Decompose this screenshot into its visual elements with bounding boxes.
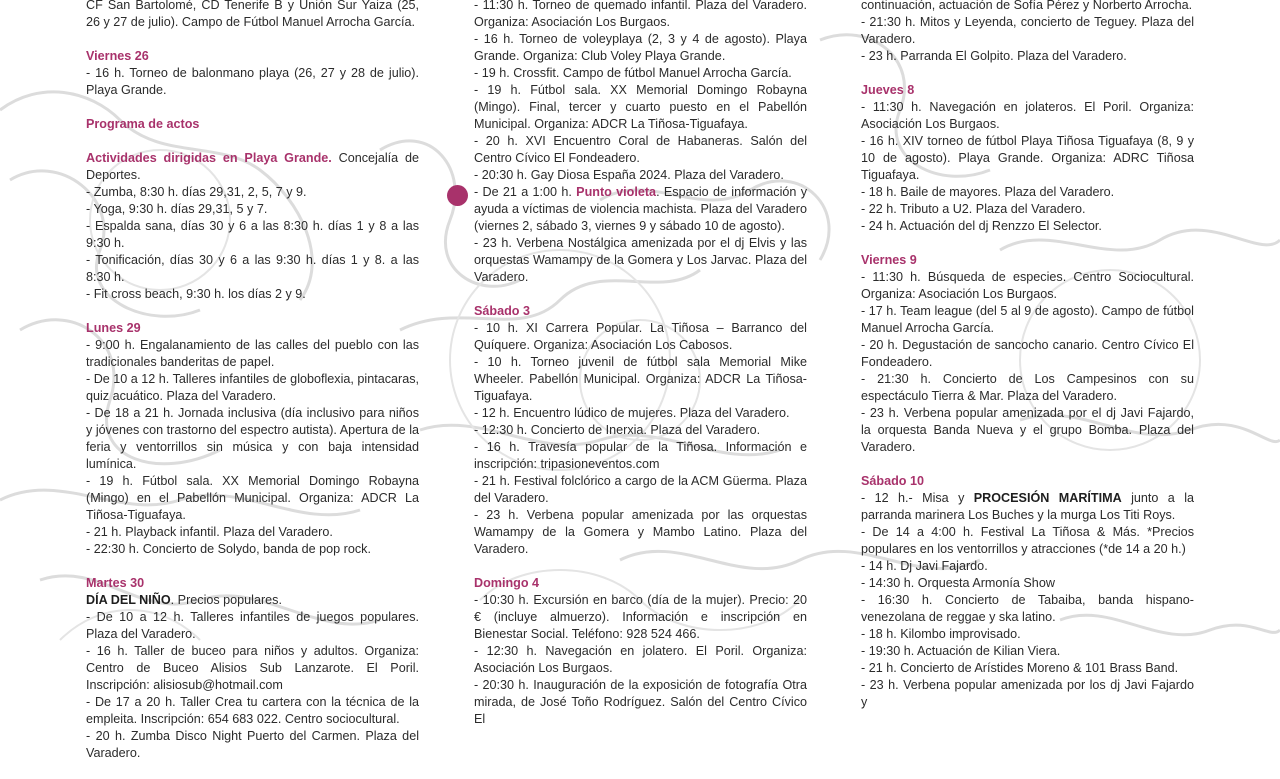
list-item: - 21 h. Festival folclórico a cargo de la ACM Güerma. Plaza del Varadero. (474, 474, 807, 505)
list-item: - 22 h. Tributo a U2. Plaza del Varadero. (861, 202, 1086, 216)
day-jueves-8 (861, 82, 1194, 235)
list-item: - 20:30 h. Inauguración de la exposición de fotografía Otra mirada, de José Toño Rodríguez. Salón del Centro Cívico El (474, 678, 807, 726)
list-item: - 23 h. Verbena Nostálgica amenizada por el dj Elvis y las orquestas Wamampy de la Gomera y Los Jarvac. Plaza del Varadero. (474, 236, 807, 284)
day-viernes-26 (86, 48, 419, 99)
list-item: - 10 h. Torneo juvenil de fútbol sala Memorial Mike Wheeler. Pabellón Municipal. Organiza: ADCR La Tiñosa-Tiguafaya. (474, 355, 807, 403)
list-item: - 21 h. Playback infantil. Plaza del Varadero. (86, 525, 333, 539)
day-title: Viernes 26 (86, 49, 149, 63)
day-sabado-10 (861, 473, 1194, 711)
list-item: - 10:30 h. Excursión en barco (día de la mujer). Precio: 20 € (incluye almuerzo). Información e inscripción en Bienestar Social. Teléfono: 928 524 466. (474, 593, 807, 641)
list-item: - 12 h. Encuentro lúdico de mujeres. Plaza del Varadero. (474, 406, 790, 420)
dia-del-nino-highlight: DÍA DEL NIÑO (86, 593, 171, 607)
day-title: Viernes 9 (861, 253, 917, 267)
actividades-title: Actividades dirigidas en Playa Grande. (86, 151, 332, 165)
list-item: - De 17 a 20 h. Taller Crea tu cartera con la técnica de la empleita. Inscripción: 654 683 022. Centro sociocultural. (86, 695, 419, 726)
list-item: - De 10 a 12 h. Talleres infantiles de globoflexia, pintacaras, quiz acuático. Plaza del Varadero. (86, 372, 420, 403)
procesion-maritima-highlight: PROCESIÓN MARÍTIMA (973, 491, 1122, 505)
list-item: - Tonificación, días 30 y 6 a las 9:30 h. días 1 y 8. a las 8:30 h. (86, 253, 419, 284)
list-item: - 11:30 h. Búsqueda de especies. Centro Sociocultural. Organiza: Asociación Los Burgaos. (861, 270, 1194, 301)
list-item: - Zumba, 8:30 h. días 29,31, 2, 5, 7 y 9. (86, 185, 307, 199)
list-item: - Yoga, 9:30 h. días 29,31, 5 y 7. (86, 202, 268, 216)
list-item: - 18 h. Kilombo improvisado. (861, 627, 1021, 641)
day-title: Sábado 10 (861, 474, 924, 488)
list-item: - De 14 a 4:00 h. Festival La Tiñosa & Más. *Precios populares en los ventorrillos y atracciones (*de 14 a 20 h.) (861, 525, 1194, 556)
list-item: - 20 h. XVI Encuentro Coral de Habaneras. Salón del Centro Cívico El Fondeadero. (474, 134, 807, 165)
actividades-header (86, 150, 419, 184)
punto-suffix: . Espacio de información y ayuda a víctimas de violencia machista. Plaza del Varadero (viernes 2, sábado 3, viernes 9 y sábado 10 de agosto). (474, 185, 807, 233)
list-item: - 23 h. Parranda El Golpito. Plaza del Varadero. (861, 49, 1127, 63)
intro-block (474, 0, 807, 286)
day-viernes-9 (861, 252, 1194, 456)
list-item: continuación, actuación de Sofía Pérez y Norberto Arrocha. (861, 0, 1193, 12)
day-title: Jueves 8 (861, 83, 915, 97)
list-item: - 11:30 h. Torneo de quemado infantil. Plaza del Varadero. Organiza: Asociación Los Burgaos. (474, 0, 807, 29)
day-title: Lunes 29 (86, 321, 141, 335)
list-item: - 12:30 h. Concierto de Inerxia. Plaza del Varadero. (474, 423, 761, 437)
column-1 (86, 0, 419, 779)
list-item: - 12:30 h. Navegación en jolatero. El Poril. Organiza: Asociación Los Burgaos. (474, 644, 807, 675)
section-title: Programa de actos (86, 117, 200, 131)
list-item: - 10 h. XI Carrera Popular. La Tiñosa – Barranco del Quíquere. Organiza: Asociación Los Cabosos. (474, 321, 807, 352)
day-martes-30 (86, 575, 419, 762)
day-lunes-29 (86, 320, 419, 558)
punto-violeta-marker (447, 185, 468, 206)
list-item: - 14 h. Dj Javi Fajardo. (861, 559, 988, 573)
day-title: Sábado 3 (474, 304, 530, 318)
list-item: - 22:30 h. Concierto de Solydo, banda de pop rock. (86, 542, 371, 556)
list-item: - 20 h. Zumba Disco Night Puerto del Carmen. Plaza del Varadero. (86, 729, 419, 760)
list-item: - 19 h. Fútbol sala. XX Memorial Domingo Robayna (Mingo) en el Pabellón Municipal. Organiza: ADCR La Tiñosa-Tiguafaya. (86, 474, 419, 522)
highlight-suffix: . Precios populares. (170, 593, 282, 607)
day-title: Domingo 4 (474, 576, 540, 590)
list-item: - Espalda sana, días 30 y 6 a las 8:30 h. días 1 y 8 a las 9:30 h. (86, 219, 419, 250)
list-item: - 21:30 h. Concierto de Los Campesinos con su espectáculo Tierra & Mar. Plaza del Varadero. (861, 372, 1194, 403)
list-item: - 19 h. Crossfit. Campo de fútbol Manuel Arrocha García. (474, 66, 792, 80)
list-item: - 16 h. XIV torneo de fútbol Playa Tiñosa Tiguafaya (8, 9 y 10 de agosto). Playa Grande. Organiza: ADRC Tiñosa Tiguafaya. (861, 134, 1194, 182)
intro-block (861, 0, 1194, 65)
list-item: - De 10 a 12 h. Talleres infantiles de juegos populares. Plaza del Varadero. (86, 610, 419, 641)
actividades-block (86, 150, 419, 303)
list-item: - 16 h. Travesía popular de la Tiñosa. Información e inscripción: tripasioneventos.com (474, 440, 807, 471)
list-item: - 18 h. Baile de mayores. Plaza del Varadero. (861, 185, 1115, 199)
list-item: - 23 h. Verbena popular amenizada por los dj Javi Fajardo y (861, 678, 1194, 709)
list-item: - 16 h. Taller de buceo para niños y adultos. Organiza: Centro de Buceo Alisios Sub Lanzarote. El Poril. Inscripción: alisiosub@hotmail.com (86, 644, 419, 692)
list-item: - 11:30 h. Navegación en jolateros. El Poril. Organiza: Asociación Los Burgaos. (861, 100, 1194, 131)
list-item: CF San Bartolomé, CD Tenerife B y Unión Sur Yaiza (25, 26 y 27 de julio). Campo de Fútbol Manuel Arrocha García. (86, 0, 419, 29)
list-item: - 21 h. Concierto de Arístides Moreno & 101 Brass Band. (861, 661, 1179, 675)
list-item: - 19:30 h. Actuación de Kilian Viera. (861, 644, 1061, 658)
list-item: - 20:30 h. Gay Diosa España 2024. Plaza del Varadero. (474, 168, 784, 182)
punto-prefix: - De 21 a 1:00 h. (474, 185, 577, 199)
punto-violeta-item (474, 184, 807, 235)
list-item: - De 18 a 21 h. Jornada inclusiva (día inclusivo para niños y jóvenes con trastorno del espectro autista). Apertura de la feria y ventorrillos sin música y con baja intensidad lumínica. (86, 406, 419, 471)
day-domingo-4 (474, 575, 807, 728)
list-item: - 19 h. Fútbol sala. XX Memorial Domingo Robayna (Mingo). Final, tercer y cuarto puesto en el Pabellón Municipal. Organiza: ADCR La Tiñosa-Tiguafaya. (474, 83, 807, 131)
list-item: - 17 h. Team league (del 5 al 9 de agosto). Campo de fútbol Manuel Arrocha García. (861, 304, 1194, 335)
day-title: Martes 30 (86, 576, 145, 590)
list-item: - 9:00 h. Engalanamiento de las calles del pueblo con las tradicionales banderitas de papel. (86, 338, 419, 369)
list-item: - 14:30 h. Orquesta Armonía Show (861, 576, 1055, 590)
procesion-prefix: - 12 h.- Misa y (861, 491, 974, 505)
procesion-suffix: junto a la parranda marinera Los Buches y la murga Los Titi Roys. (861, 491, 1195, 522)
list-item: - 16:30 h. Concierto de Tabaiba, banda hispano-venezolana de reggae y ska latino. (861, 593, 1194, 624)
list-item: - 24 h. Actuación del dj Renzzo El Selector. (861, 219, 1102, 233)
column-3 (861, 0, 1194, 728)
programa-section (86, 116, 419, 133)
list-item: - 16 h. Torneo de voleyplaya (2, 3 y 4 de agosto). Playa Grande. Organiza: Club Voley Playa Grande. (474, 32, 807, 63)
day-sabado-3 (474, 303, 807, 558)
list-item: - 21:30 h. Mitos y Leyenda, concierto de Teguey. Plaza del Varadero. (861, 15, 1194, 46)
list-item: - Fit cross beach, 9:30 h. los días 2 y 9. (86, 287, 306, 301)
list-item: - 23 h. Verbena popular amenizada por el dj Javi Fajardo, la orquesta Banda Nueva y el grupo Bomba. Plaza del Varadero. (861, 406, 1194, 454)
actividades-title-suffix: Concejalía de Deportes. (86, 151, 419, 182)
column-2 (474, 0, 807, 745)
list-item: - 16 h. Torneo de balonmano playa (26, 27 y 28 de julio). Playa Grande. (86, 66, 419, 97)
list-item: - 23 h. Verbena popular amenizada por las orquestas Wamampy de la Gomera y Mambo Latino. Plaza del Varadero. (474, 508, 807, 556)
procesion-item (861, 490, 1194, 524)
martes-highlight-line (86, 592, 419, 609)
intro-block (86, 0, 419, 31)
list-item: - 20 h. Degustación de sancocho canario. Centro Cívico El Fondeadero. (861, 338, 1194, 369)
punto-violeta-label: Punto violeta (576, 185, 657, 199)
